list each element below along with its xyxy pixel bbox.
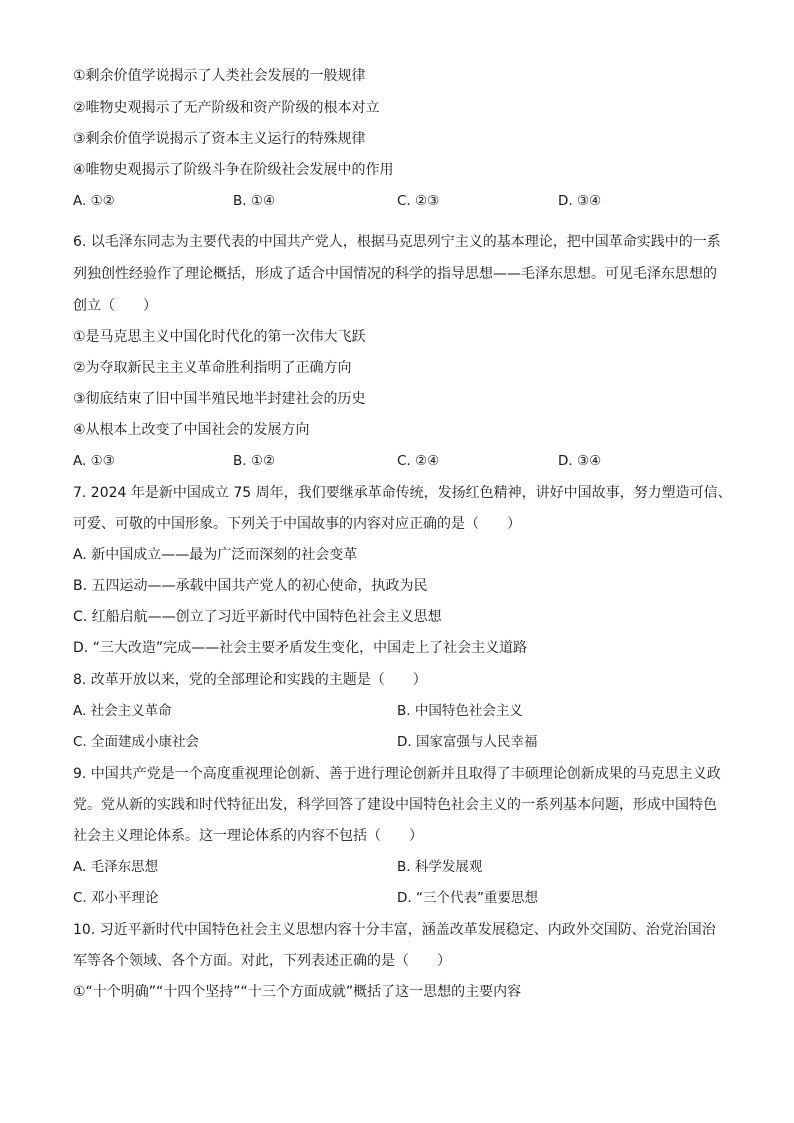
q10-stem-line-2: 军等各个领域、各个方面。对此，下列表述正确的是（ ） — [73, 953, 451, 969]
q7-stem-line-1: 7. 2024 年是新中国成立 75 周年，我们要继承革命传统，发扬红色精神，讲好中国故事，努力塑造可信、 — [73, 485, 732, 501]
q9-option-c[interactable]: C. 邓小平理论 — [73, 890, 159, 906]
option-a[interactable]: A. ①② — [73, 193, 115, 209]
option-b[interactable]: B. ①④ — [233, 193, 276, 209]
q9-option-d[interactable]: D. “三个代表”重要思想 — [397, 890, 538, 906]
q7-option-d[interactable]: D. “三大改造”完成——社会主要矛盾发生变化，中国走上了社会主义道路 — [73, 640, 528, 656]
statement-4: ④唯物史观揭示了阶级斗争在阶级社会发展中的作用 — [73, 162, 394, 178]
q7-option-c[interactable]: C. 红船启航——创立了习近平新时代中国特色社会主义思想 — [73, 609, 442, 625]
option-c[interactable]: C. ②③ — [397, 193, 440, 209]
q6-stem-line-3: 创立（ ） — [73, 298, 157, 314]
q9-stem-line-2: 党。党从新的实践和时代特征出发，科学回答了建设中国特色社会主义的一系列基本问题，形成中国特色 — [73, 797, 717, 813]
q9-stem-line-3: 社会主义理论体系。这一理论体系的内容不包括（ ） — [73, 828, 423, 844]
statement-3: ③剩余价值学说揭示了资本主义运行的特殊规律 — [73, 131, 366, 147]
q6-statement-1: ①是马克思主义中国化时代化的第一次伟大飞跃 — [73, 329, 366, 345]
q7-stem-line-2: 可爱、可敬的中国形象。下列关于中国故事的内容对应正确的是（ ） — [73, 516, 521, 532]
statement-1: ①剩余价值学说揭示了人类社会发展的一般规律 — [73, 68, 366, 84]
q8-option-c[interactable]: C. 全面建成小康社会 — [73, 734, 200, 750]
q6-statement-3: ③彻底结束了旧中国半殖民地半封建社会的历史 — [73, 391, 366, 407]
q8-option-b[interactable]: B. 中国特色社会主义 — [397, 703, 523, 719]
q10-statement-1: ①“十个明确”“十四个坚持”“十三个方面成就”概括了这一思想的主要内容 — [73, 984, 522, 1000]
q9-stem-line-1: 9. 中国共产党是一个高度重视理论创新、善于进行理论创新并且取得了丰硕理论创新成果的马克思主义政 — [73, 766, 721, 782]
statement-2: ②唯物史观揭示了无产阶级和资产阶级的根本对立 — [73, 100, 380, 116]
q6-statement-4: ④从根本上改变了中国社会的发展方向 — [73, 422, 310, 438]
q6-stem-line-1: 6. 以毛泽东同志为主要代表的中国共产党人，根据马克思列宁主义的基本理论，把中国革命实践中的一系 — [73, 234, 721, 250]
q10-stem-line-1: 10. 习近平新时代中国特色社会主义思想内容十分丰富，涵盖改革发展稳定、内政外交国防、治党治国治 — [73, 922, 716, 938]
q6-stem-line-2: 列独创性经验作了理论概括，形成了适合中国情况的科学的指导思想——毛泽东思想。可见毛泽东思想的 — [73, 266, 717, 282]
q6-option-c[interactable]: C. ②④ — [397, 453, 440, 469]
q6-option-a[interactable]: A. ①③ — [73, 453, 115, 469]
q8-option-d[interactable]: D. 国家富强与人民幸福 — [397, 734, 538, 750]
q8-option-a[interactable]: A. 社会主义革命 — [73, 703, 172, 719]
q6-option-d[interactable]: D. ③④ — [558, 453, 602, 469]
option-d[interactable]: D. ③④ — [558, 193, 602, 209]
q6-option-b[interactable]: B. ①② — [233, 453, 276, 469]
q9-option-b[interactable]: B. 科学发展观 — [397, 859, 483, 875]
q6-statement-2: ②为夺取新民主主义革命胜利指明了正确方向 — [73, 360, 352, 376]
q7-option-a[interactable]: A. 新中国成立——最为广泛而深刻的社会变革 — [73, 547, 358, 563]
q9-option-a[interactable]: A. 毛泽东思想 — [73, 859, 159, 875]
q8-stem: 8. 改革开放以来，党的全部理论和实践的主题是（ ） — [73, 672, 427, 688]
q7-option-b[interactable]: B. 五四运动——承载中国共产党人的初心使命，执政为民 — [73, 578, 428, 594]
